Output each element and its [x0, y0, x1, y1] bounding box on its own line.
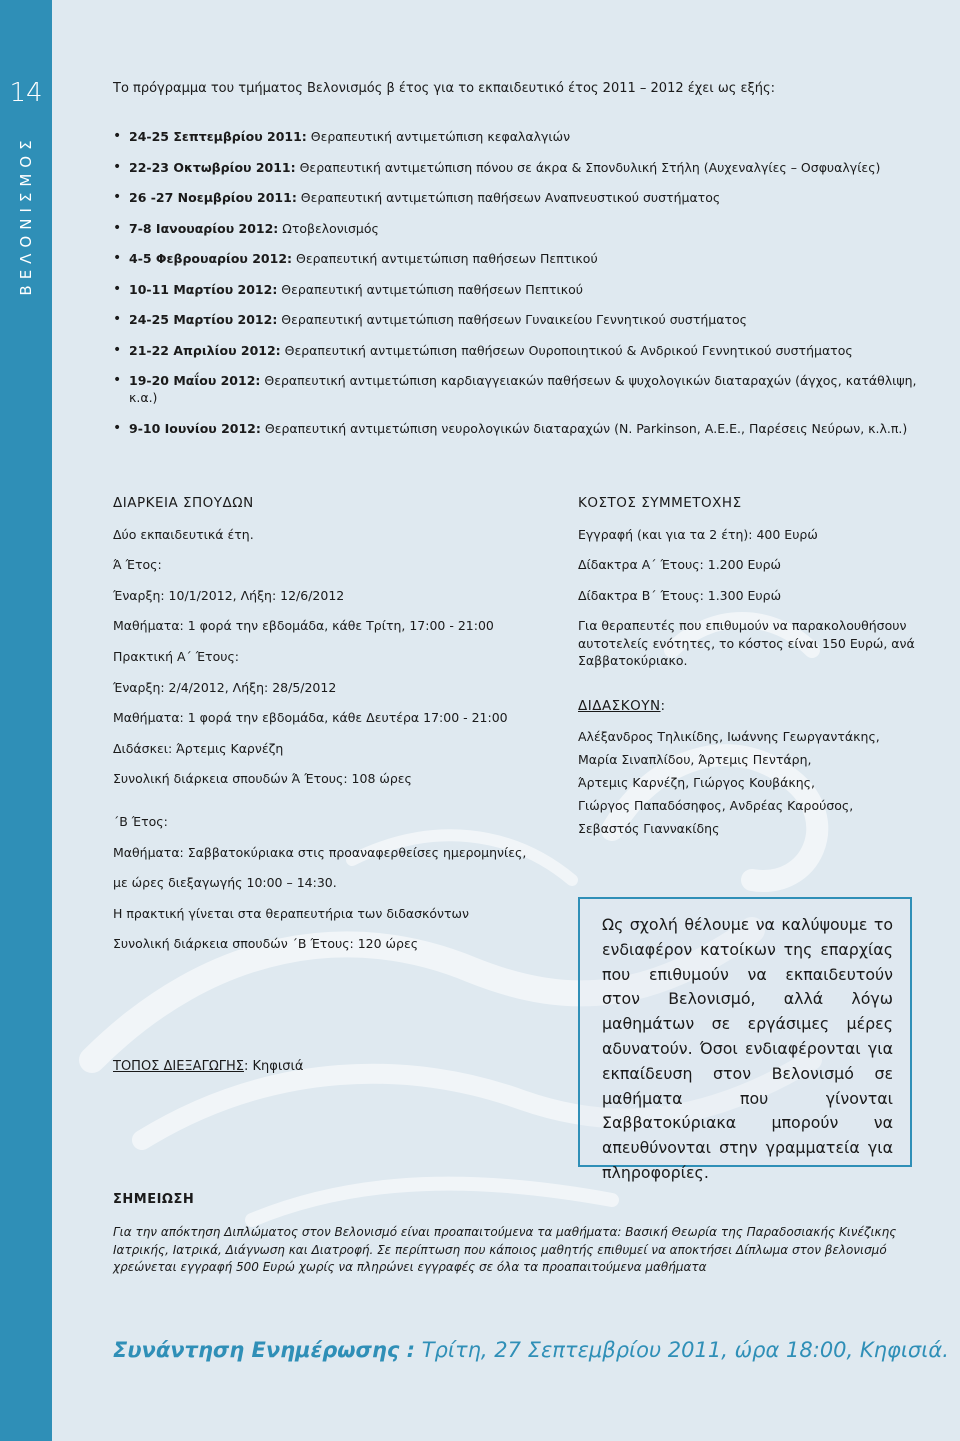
year-a-line: Διδάσκει: Άρτεμις Καρνέζη	[113, 740, 284, 756]
teachers-line: Σεβαστός Γιαννακίδης	[578, 821, 720, 837]
year-b-line: με ώρες διεξαγωγής 10:00 – 14:30.	[113, 875, 337, 891]
schedule-topic: Θεραπευτική αντιμετώπιση παθήσεων Γυναικείου Γεννητικού συστήματος	[277, 312, 747, 327]
duration-intro: Δύο εκπαιδευτικά έτη.	[113, 526, 254, 542]
year-a-line: Συνολική διάρκεια σπουδών Ά Έτους: 108 ώρες	[113, 771, 412, 787]
schedule-topic: Θεραπευτική αντιμετώπιση κεφαλαλγιών	[306, 129, 571, 144]
cost-line: Δίδακτρα Α΄ Έτους: 1.200 Ευρώ	[578, 557, 782, 573]
teachers-line: Αλέξανδρος Τηλικίδης, Ιωάννης Γεωργαντάκης,	[578, 729, 880, 745]
notice-box	[578, 897, 912, 1182]
schedule-topic: Ωτοβελονισμός	[278, 220, 379, 236]
schedule-topic: Θεραπευτική αντιμετώπιση παθήσεων Πεπτικού	[277, 281, 583, 297]
schedule-topic: Θεραπευτική αντιμετώπιση καρδιαγγειακών παθήσεων & ψυχολογικών διαταραχών (άγχος, κατάθλιψη, κ.α.)	[129, 373, 917, 405]
schedule-list	[113, 128, 933, 450]
meeting-details: Τρίτη, 27 Σεπτεμβρίου 2011, ώρα 18:00, Κηφισιά.	[415, 1338, 949, 1362]
teachers-line: Άρτεμις Καρνέζη, Γιώργος Κουβάκης,	[578, 775, 815, 791]
schedule-topic: Θεραπευτική αντιμετώπιση νευρολογικών διαταραχών (Ν. Parkinson, Α.Ε.Ε., Παρέσεις Νεύρων, κ.λ.π.)	[260, 420, 908, 436]
cost-line: Εγγραφή (και για τα 2 έτη): 400 Ευρώ	[578, 526, 818, 542]
year-a-line: Έναρξη: 10/1/2012, Λήξη: 12/6/2012	[113, 587, 345, 603]
schedule-date: 19-20 Μαΐου 2012:	[129, 373, 261, 388]
teachers-line: Γιώργος Παπαδόσηφος, Ανδρέας Καρούσος,	[578, 798, 854, 814]
schedule-topic: Θεραπευτική αντιμετώπιση παθήσεων Πεπτικού	[292, 251, 598, 266]
venue-value: : Κηφισιά	[243, 1059, 304, 1074]
schedule-date: 22-23 Οκτωβρίου 2011:	[129, 159, 296, 175]
schedule-item	[113, 220, 933, 237]
schedule-item	[113, 281, 933, 298]
schedule-date: 4-5 Φεβρουαρίου 2012:	[129, 251, 293, 266]
year-b-line: Συνολική διάρκεια σπουδών ΄Β Έτους: 120 ώρες	[113, 936, 419, 952]
schedule-item	[113, 342, 933, 359]
schedule-date: 26 -27 Νοεμβρίου 2011:	[129, 190, 297, 205]
year-a-line: Μαθήματα: 1 φορά την εβδομάδα, κάθε Τρίτη, 17:00 - 21:00	[113, 618, 494, 634]
schedule-item	[113, 159, 933, 176]
year-a-line: Έναρξη: 2/4/2012, Λήξη: 28/5/2012	[113, 679, 337, 695]
schedule-item	[113, 311, 933, 328]
year-a-heading: Ά Έτος:	[113, 557, 162, 573]
note-text: Για την απόκτηση Διπλώματος στον Βελονισμό είναι προαπαιτούμενα τα μαθήματα: Βασική Θεωρία της Παραδοσιακής Κινέζικης Ιατρικής, Ιατρικά, Διάγνωση και Διατροφή. Σε περίπτωση που κάποιος μαθητής επιθυμεί να αποκτήσει Δίπλωμα στον βελονισμό χρεώνεται εγγραφή 500 Ευρώ χωρίς να πληρώνει εγγραφές σε όλα τα προαπαιτούμενα μαθήματα	[113, 1225, 897, 1274]
teachers-heading: ΔΙΔΑΣΚΟΥΝ	[578, 697, 661, 714]
schedule-item	[113, 372, 933, 406]
duration-section	[113, 495, 553, 966]
meeting-label: Συνάντηση Ενημέρωσης :	[113, 1338, 416, 1362]
cost-section	[578, 495, 918, 843]
year-b-heading: ΄Β Έτος:	[113, 813, 168, 829]
teachers-heading-colon: :	[660, 697, 666, 714]
venue	[113, 1059, 303, 1074]
meeting-banner	[113, 1338, 949, 1362]
schedule-topic: Θεραπευτική αντιμετώπιση παθήσεων Αναπνευστικού συστήματος	[296, 190, 721, 205]
schedule-item	[113, 420, 933, 437]
note-heading: ΣΗΜΕΙΩΣΗ	[113, 1192, 195, 1207]
schedule-item	[113, 189, 933, 206]
year-b-line: Μαθήματα: Σαββατοκύριακα στις προαναφερθείσες ημερομηνίες,	[113, 844, 527, 860]
schedule-topic: Θεραπευτική αντιμετώπιση παθήσεων Ουροποιητικού & Ανδρικού Γεννητικού συστήματος	[280, 342, 853, 358]
year-a-line: Μαθήματα: 1 φορά την εβδομάδα, κάθε Δευτέρα 17:00 - 21:00	[113, 710, 508, 726]
section-title: ΒΕΛΟΝΙΣΜΟΣ	[17, 134, 35, 296]
sidebar	[0, 0, 52, 1441]
schedule-topic: Θεραπευτική αντιμετώπιση πόνου σε άκρα & Σπονδυλική Στήλη (Αυχεναλγίες – Οσφυαλγίες)	[295, 159, 881, 175]
schedule-date: 21-22 Απριλίου 2012:	[129, 342, 281, 358]
teachers-line: Μαρία Σιναπλίδου, Άρτεμις Πεντάρη,	[578, 752, 812, 768]
page-number: 14	[9, 78, 43, 108]
year-a-line: Πρακτική Α΄ Έτους:	[113, 648, 240, 664]
cost-heading: ΚΟΣΤΟΣ ΣΥΜΜΕΤΟΧΗΣ	[578, 495, 742, 511]
duration-heading: ΔΙΑΡΚΕΙΑ ΣΠΟΥΔΩΝ	[113, 495, 254, 511]
schedule-date: 9-10 Ιουνίου 2012:	[129, 420, 261, 436]
intro-text: Το πρόγραμμα του τμήματος Βελονισμός β έτος για το εκπαιδευτικό έτος 2011 – 2012 έχει ως εξής:	[113, 81, 776, 96]
schedule-date: 24-25 Σεπτεμβρίου 2011:	[129, 129, 307, 144]
venue-label: ΤΟΠΟΣ ΔΙΕΞΑΓΩΓΗΣ	[113, 1059, 244, 1074]
schedule-item	[113, 128, 933, 145]
cost-note: Για θεραπευτές που επιθυμούν να παρακολουθήσουν αυτοτελείς ενότητες, το κόστος είναι 150 Ευρώ, ανά Σαββατοκύριακο.	[578, 618, 915, 669]
schedule-date: 7-8 Ιανουαρίου 2012:	[129, 220, 279, 236]
spacer	[113, 801, 553, 813]
schedule-item	[113, 250, 933, 267]
notice-text: Ως σχολή θέλουμε να καλύψουμε το ενδιαφέρον κατοίκων της επαρχίας που επιθυμούν να εκπαιδευτούν στον Βελονισμό, αλλά λόγω μαθημάτων σε εργάσιμες μέρες αδυνατούν. Όσοι ενδιαφέρονται για εκπαίδευση στον Βελονισμό σε μαθήματα που γίνονται Σαββατοκύριακα μπορούν να απευθύνονται στην γραμματεία για πληροφορίες.	[602, 915, 893, 1182]
cost-line: Δίδακτρα Β΄ Έτους: 1.300 Ευρώ	[578, 587, 782, 603]
schedule-date: 24-25 Μαρτίου 2012:	[129, 312, 278, 327]
schedule-date: 10-11 Μαρτίου 2012:	[129, 281, 278, 297]
teachers-heading-row	[578, 698, 918, 729]
year-b-line: Η πρακτική γίνεται στα θεραπευτήρια των διδασκόντων	[113, 905, 469, 921]
